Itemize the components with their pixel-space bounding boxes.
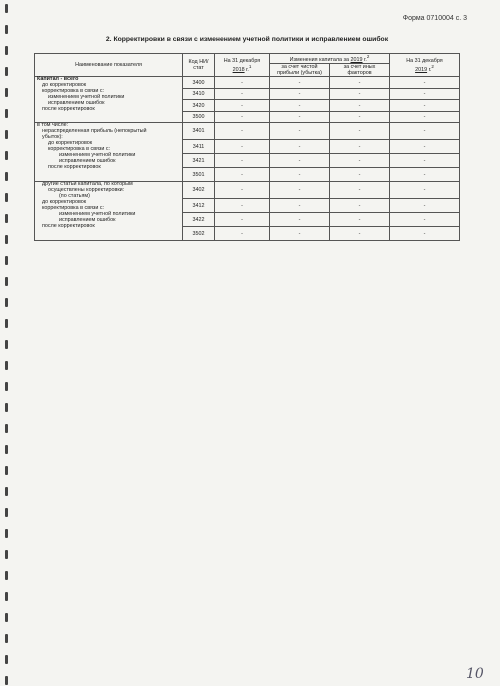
binding-hole <box>5 193 8 202</box>
binding-holes <box>0 0 14 686</box>
section-title: 2. Корректировки в связи с изменением учетной политики и исправлением ошибок <box>105 36 389 43</box>
row-code: 3410 <box>183 88 215 100</box>
binding-hole <box>5 256 8 265</box>
cell-value: - <box>270 168 330 182</box>
cell-value: - <box>330 154 390 168</box>
binding-hole <box>5 382 8 391</box>
cell-value: - <box>270 199 330 213</box>
cell-value: - <box>215 140 270 154</box>
row-code: 3422 <box>183 213 215 227</box>
binding-hole <box>5 550 8 559</box>
binding-hole <box>5 88 8 97</box>
cell-value: - <box>270 88 330 100</box>
handwritten-page-number: 10 <box>466 666 484 682</box>
cell-value: - <box>215 168 270 182</box>
cell-value: - <box>390 199 460 213</box>
row-code: 3420 <box>183 100 215 112</box>
binding-hole <box>5 592 8 601</box>
cell-value: - <box>270 213 330 227</box>
cell-value: - <box>390 182 460 199</box>
cell-value: - <box>390 88 460 100</box>
cell-value: - <box>215 111 270 123</box>
indicator-name-capital: Капитал - всего до корректировок корректировка в связи с: изменением учетной политики исправлением ошибок после корректировок <box>35 77 183 123</box>
cell-value: - <box>270 227 330 241</box>
row-code: 3412 <box>183 199 215 213</box>
cell-value: - <box>330 77 390 89</box>
cell-value: - <box>270 100 330 112</box>
form-reference: Форма 0710004 с. 3 <box>402 15 467 22</box>
binding-hole <box>5 424 8 433</box>
header-end-date: На 31 декабря 2019 г.$^2$ <box>390 54 460 77</box>
cell-value: - <box>215 123 270 140</box>
cell-value: - <box>215 213 270 227</box>
binding-hole <box>5 361 8 370</box>
cell-value: - <box>390 140 460 154</box>
cell-value: - <box>270 111 330 123</box>
header-start-date: На 31 декабря 2018 г.$^1$ <box>215 54 270 77</box>
table-row <box>35 182 460 199</box>
cell-value: - <box>330 123 390 140</box>
cell-value: - <box>270 182 330 199</box>
row-code: 3421 <box>183 154 215 168</box>
cell-value: - <box>390 111 460 123</box>
row-code: 3401 <box>183 123 215 140</box>
binding-hole <box>5 319 8 328</box>
cell-value: - <box>330 100 390 112</box>
cell-value: - <box>215 88 270 100</box>
header-other-factors: за счет иных факторов <box>330 64 390 77</box>
binding-hole <box>5 25 8 34</box>
header-code: Код НИ/ стат <box>183 54 215 77</box>
cell-value: - <box>215 227 270 241</box>
binding-hole <box>5 172 8 181</box>
cell-value: - <box>330 227 390 241</box>
cell-value: - <box>390 100 460 112</box>
binding-hole <box>5 298 8 307</box>
binding-hole <box>5 4 8 13</box>
cell-value: - <box>330 88 390 100</box>
cell-value: - <box>270 77 330 89</box>
indicator-name-other-items: другие статьи капитала, по которым осуществлены корректировки: (по статьям) до корректировок корректировка в связи с: изменением учетной политики исправлением ошибок после корректировок <box>35 182 183 241</box>
row-code: 3501 <box>183 168 215 182</box>
binding-hole <box>5 403 8 412</box>
row-code: 3500 <box>183 111 215 123</box>
binding-hole <box>5 466 8 475</box>
cell-value: - <box>330 199 390 213</box>
binding-hole <box>5 634 8 643</box>
cell-value: - <box>215 182 270 199</box>
binding-hole <box>5 214 8 223</box>
cell-value: - <box>330 111 390 123</box>
cell-value: - <box>270 140 330 154</box>
cell-value: - <box>390 168 460 182</box>
row-code: 3411 <box>183 140 215 154</box>
cell-value: - <box>390 227 460 241</box>
binding-hole <box>5 487 8 496</box>
row-code: 3402 <box>183 182 215 199</box>
binding-hole <box>5 613 8 622</box>
cell-value: - <box>215 199 270 213</box>
cell-value: - <box>215 77 270 89</box>
binding-hole <box>5 277 8 286</box>
binding-hole <box>5 571 8 580</box>
cell-value: - <box>330 182 390 199</box>
cell-value: - <box>215 154 270 168</box>
binding-hole <box>5 151 8 160</box>
cell-value: - <box>270 123 330 140</box>
binding-hole <box>5 67 8 76</box>
table-row <box>35 123 460 140</box>
binding-hole <box>5 235 8 244</box>
binding-hole <box>5 340 8 349</box>
header-indicator-name: Наименование показателя <box>35 54 183 77</box>
header-capital-changes: Изменения капитала за 2019 г.$^2$ <box>270 54 390 64</box>
cell-value: - <box>390 77 460 89</box>
binding-hole <box>5 46 8 55</box>
cell-value: - <box>390 154 460 168</box>
cell-value: - <box>330 168 390 182</box>
binding-hole <box>5 529 8 538</box>
cell-value: - <box>390 213 460 227</box>
cell-value: - <box>270 154 330 168</box>
binding-hole <box>5 445 8 454</box>
binding-hole <box>5 130 8 139</box>
corrections-table <box>34 53 460 241</box>
binding-hole <box>5 508 8 517</box>
binding-hole <box>5 109 8 118</box>
indicator-name-retained-earnings: в том числе: нераспределенная прибыль (непокрытый убыток): до корректировок корректировка в связи с: изменением учетной политики исправлением ошибок после корректировок <box>35 123 183 182</box>
cell-value: - <box>215 100 270 112</box>
row-code: 3502 <box>183 227 215 241</box>
binding-hole <box>5 655 8 664</box>
cell-value: - <box>330 213 390 227</box>
row-code: 3400 <box>183 77 215 89</box>
cell-value: - <box>390 123 460 140</box>
binding-hole <box>5 676 8 685</box>
header-net-profit: за счет чистой прибыли (убытка) <box>270 64 330 77</box>
table-row <box>35 77 460 89</box>
cell-value: - <box>330 140 390 154</box>
